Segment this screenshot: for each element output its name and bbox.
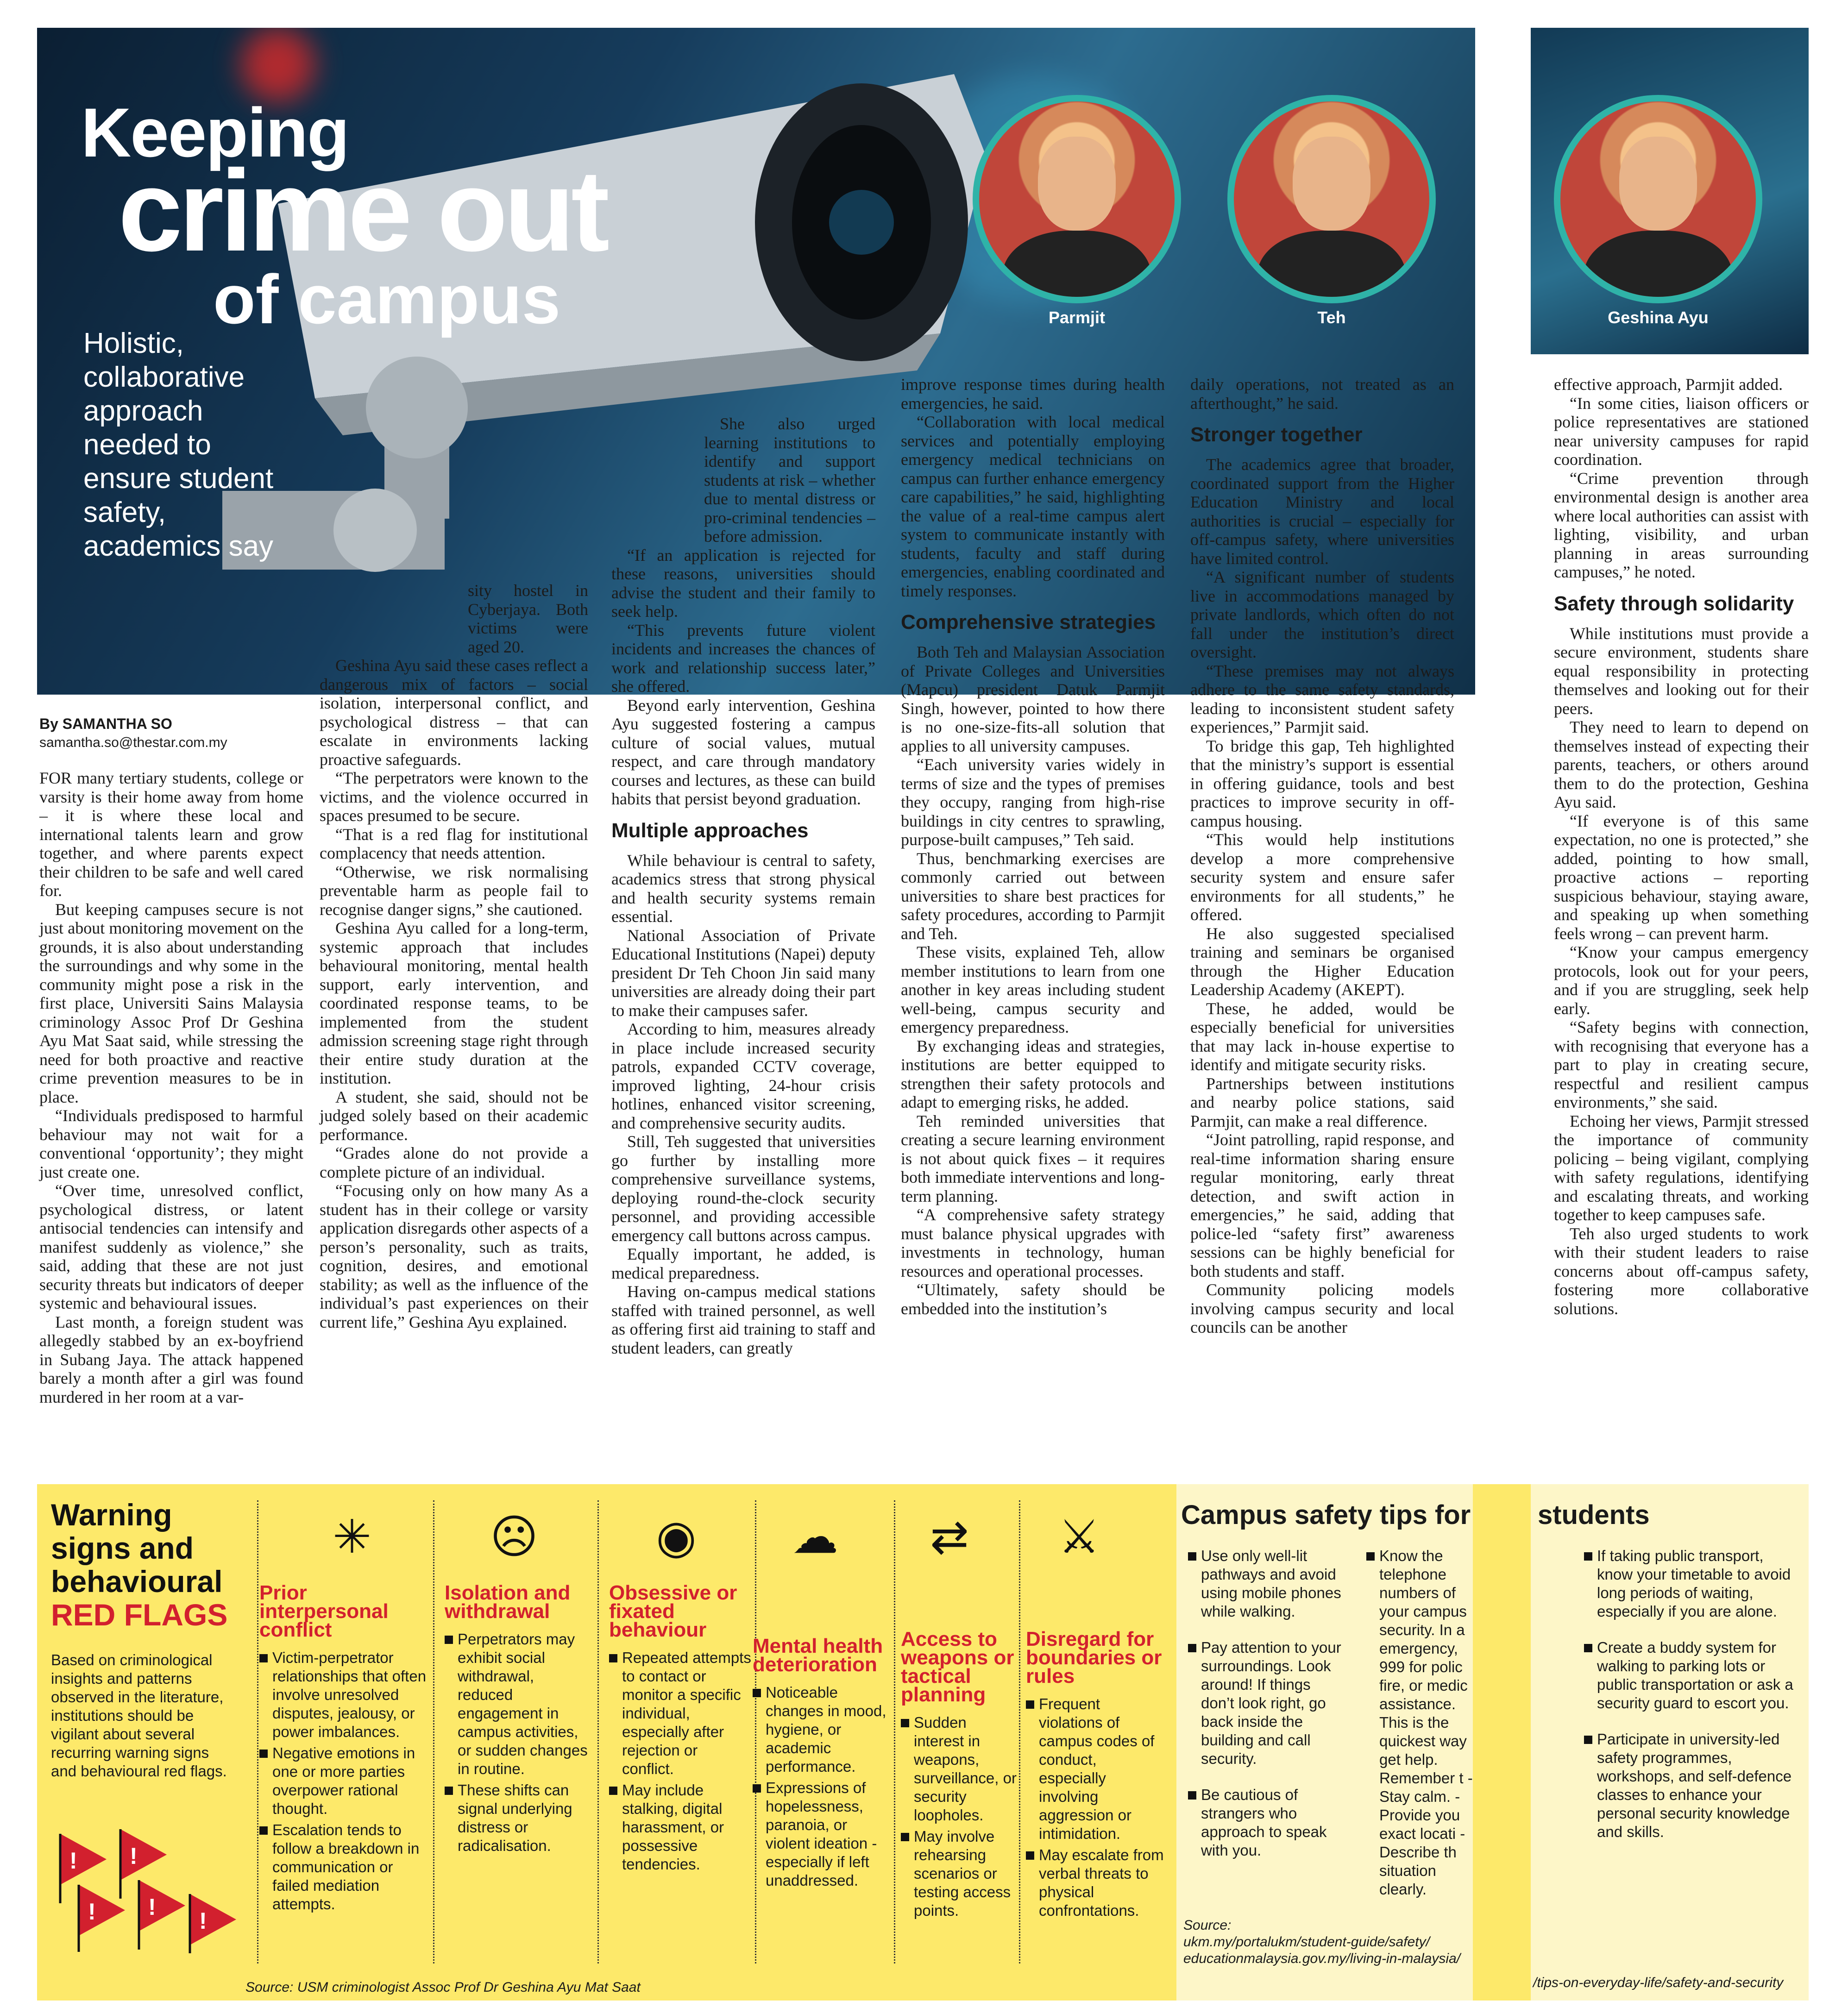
paragraph: Beyond early intervention, Geshina Ayu suggested fostering a campus culture of social values, mutual respect, and care through mandatory courses and lectures, as these can build habits that persist beyond graduation. [611, 696, 875, 808]
paragraph: “This would help institutions develop a more comprehensive security system and ensure safer environments for all students,” he offered. [1190, 830, 1454, 924]
isolated-person-icon: ☹ [490, 1510, 539, 1564]
paragraph: While behaviour is central to safety, academics stress that strong physical and health security systems remain essential. [611, 851, 875, 926]
paragraph: A student, she said, should not be judged solely based on their academic performance. [320, 1087, 588, 1144]
divider [257, 1500, 258, 1963]
paragraph: sity hostel in Cyberjaya. Both victims were aged 20. [468, 581, 588, 656]
byline-author: By SAMANTHA SO [39, 715, 172, 732]
section-heading-stronger-together: Stronger together [1190, 423, 1363, 446]
portrait-name-parmjit: Parmjit [1048, 308, 1106, 327]
bullet: May involve rehearsing scenarios or testing access points. [901, 1827, 1017, 1920]
paragraph: But keeping campuses secure is not just about monitoring movement on the grounds, it is also about understanding the surroundings and why some in the community might pose a risk in the first place, Universiti Sains Malaysia criminology Assoc Prof Dr Geshina Ayu Mat Saat said, while stressing the need for both proactive and reactive crime prevention measures to be in place. [39, 900, 303, 1106]
tips-source-url-3: /tips-on-everyday-life/safety-and-security [1533, 1975, 1784, 1990]
paragraph: He also suggested specialised training and seminars be organised through the Higher Education Leadership Academy (AKEPT). [1190, 924, 1454, 999]
paragraph: “Each university varies widely in terms of size and the types of premises they occupy, ranging from high-rise buildings in city centres to sprawling, purpose-built campuses,” Teh said. [901, 755, 1165, 849]
svg-text:!: ! [199, 1908, 207, 1934]
paragraph: They need to learn to depend on themselves instead of expecting their parents, teachers, or others around them to do the protection, Geshina Ayu said. [1554, 718, 1809, 811]
tips-source-url-1: ukm.my/portalukm/student-guide/safety/ [1183, 1934, 1430, 1950]
svg-text:!: ! [88, 1899, 96, 1925]
red-flags-title-line3: behavioural [51, 1564, 223, 1599]
paragraph: Geshina Ayu said these cases reflect a dangerous mix of factors – social isolation, interpersonal conflict, and psychological distress – that can escalate in environments lacking proactive safeguards. [320, 656, 588, 769]
paragraph: daily operations, not treated as an afterthought,” he said. [1190, 375, 1454, 413]
bullet: Victim-perpetrator relationships that often involve unresolved disputes, jealousy, or power imbalances. [259, 1649, 431, 1741]
portrait-parmjit [973, 95, 1181, 303]
tips-source-url-2: educationmalaysia.gov.my/living-in-malaysia/ [1183, 1951, 1461, 1966]
paragraph: “In some cities, liaison officers or police representatives are stationed near university campuses for rapid coordination. [1554, 394, 1809, 469]
paragraph: Having on-campus medical stations staffed with trained personnel, as well as offering first aid training to staff and student leaders, can greatly [611, 1282, 875, 1357]
tactical-plan-icon: ⇄ [930, 1510, 969, 1564]
red-flags-source: Source: USM criminologist Assoc Prof Dr Geshina Ayu Mat Saat [245, 1980, 641, 1995]
paragraph: Thus, benchmarking exercises are commonly carried out between universities to share best practices for safety procedures, according to Parmjit and Teh. [901, 849, 1165, 943]
paragraph: While institutions must provide a secure environment, students share equal responsibility in protecting themselves and looking out for their peers. [1554, 624, 1809, 718]
paragraph: “The perpetrators were known to the victims, and the violence occurred in spaces presumed to be secure. [320, 769, 588, 825]
section-heading-safety-through-solidarity: Safety through solidarity [1554, 592, 1794, 615]
paragraph: Last month, a foreign student was allegedly stabbed by an ex-boyfriend in Subang Jaya. The attack happened barely a month after a girl was found murdered in her room at a var- [39, 1312, 303, 1406]
bullet: Perpetrators may exhibit social withdrawal, reduced engagement in campus activities, or sudden changes in routine. [445, 1630, 593, 1778]
paragraph: “Individuals predisposed to harmful behaviour may not wait for a conventional ‘opportunity’; they might just create one. [39, 1106, 303, 1181]
bullet: These shifts can signal underlying distress or radicalisation. [445, 1781, 593, 1855]
article-column-4 [901, 375, 1165, 1318]
paragraph: “Grades alone do not provide a complete picture of an individual. [320, 1144, 588, 1181]
paragraph: Community policing models involving campus security and local councils can be another [1190, 1280, 1454, 1336]
bullet: Repeated attempts to contact or monitor a specific individual, especially after rejection or conflict. [609, 1649, 753, 1778]
tip-item: Participate in university-led safety programmes, workshops, and self-defence classes to enhance your personal security knowledge and skills. [1584, 1730, 1802, 1841]
article-column-3 [611, 414, 875, 1357]
red-flags-title-line1: Warning [51, 1498, 172, 1532]
paragraph: “Crime prevention through environmental design is another area where local authorities can assist with lighting, visibility, and urban planning in areas surrounding campuses,” he noted. [1554, 469, 1809, 581]
red-flag-title: Prior interpersonal conflict [259, 1581, 389, 1641]
article-column-1 [39, 769, 303, 1406]
paragraph: “If everyone is of this same expectation, no one is protected,” she added, pointing to how small, proactive actions – reporting suspicious behaviour, staying aware, and speaking up when something feels wrong – can prevent harm. [1554, 811, 1809, 943]
red-flag-prior-interpersonal-conflict [259, 1581, 431, 1916]
section-heading-comprehensive-strategies: Comprehensive strategies [901, 611, 1156, 633]
paragraph: These visits, explained Teh, allow member institutions to learn from one another in key areas including student well-being, campus security and emergency preparedness. [901, 943, 1165, 1036]
paragraph: “Joint patrolling, rapid response, and real-time information sharing ensure regular monitoring, early threat detection, and swift action in emergencies,” he said, adding that police-led “safety first” awareness sessions can be highly beneficial for both students and staff. [1190, 1130, 1454, 1280]
red-flag-isolation-and-withdrawal [445, 1581, 593, 1858]
tip-item: Pay attention to your surroundings. Look around! If things don’t look right, go back inside the building and call security. [1188, 1638, 1345, 1768]
red-flags-title-line2: signs and [51, 1531, 194, 1565]
paragraph: “That is a red flag for institutional complacency that needs attention. [320, 825, 588, 862]
paragraph: “These premises may not always adhere to the same safety standards, leading to inconsistent student safety experiences,” Parmjit said. [1190, 661, 1454, 736]
article-column-5 [1190, 375, 1454, 1337]
article-column-6 [1554, 375, 1809, 1318]
headline-line3: of campus [213, 260, 561, 338]
paragraph: Still, Teh suggested that universities go further by installing more comprehensive surveillance systems, deploying round-the-clock security personnel, and providing accessible emergency call buttons across campus. [611, 1132, 875, 1245]
tip-item: Create a buddy system for walking to parking lots or public transportation or ask a security guard to escort you. [1584, 1638, 1802, 1712]
paragraph: These, he added, would be especially beneficial for universities that may lack in-house expertise to identify and mitigate security risks. [1190, 999, 1454, 1074]
paragraph: According to him, measures already in place include increased security patrols, expanded CCTV coverage, improved lighting, 24-hour crisis hotlines, enhanced visitor screening, and comprehensive security audits. [611, 1020, 875, 1132]
tips-title: Campus safety tips for [1181, 1500, 1471, 1530]
paragraph: Teh also urged students to work with their student leaders to raise concerns about off-campus safety, fostering more collaborative solutions. [1554, 1224, 1809, 1318]
byline-email: samantha.so@thestar.com.my [39, 735, 227, 750]
paragraph: Both Teh and Malaysian Association of Private Colleges and Universities (Mapcu) president Datuk Parmjit Singh, however, pointed to how there is no one-size-fits-all solution that applies to all university campuses. [901, 643, 1165, 755]
person-alert-icon: ✳ [333, 1510, 371, 1564]
bullet: May escalate from verbal threats to physical confrontations. [1026, 1846, 1165, 1920]
paragraph: “Collaboration with local medical services and potentially employing emergency medical technicians on campus can further enhance emergency care capabilities,” he said, highlighting the value of a real-time campus alert system to communicate instantly with students, faculty and staff during emergencies, enabling coordinated and timely responses. [901, 413, 1165, 600]
bullet: May include stalking, digital harassment, or possessive tendencies. [609, 1781, 753, 1874]
bullet: Sudden interest in weapons, surveillance, or security loopholes. [901, 1713, 1017, 1825]
paragraph: “Ultimately, safety should be embedded into the institution’s [901, 1280, 1165, 1318]
svg-text:!: ! [130, 1843, 138, 1869]
red-flag-title: Isolation and withdrawal [445, 1581, 571, 1623]
eye-icon: ◉ [656, 1510, 697, 1564]
tips-source-label: Source: [1183, 1918, 1232, 1933]
paragraph: “If an application is rejected for these reasons, universities should advise the student and their family to seek help. [611, 546, 875, 621]
svg-text:!: ! [69, 1848, 77, 1874]
article-column-2 [320, 581, 588, 1331]
tip-item: Know the telephone numbers of your campus security. In a emergency, 999 for polic fire, or medic assistance. This is the quickest way get help. Remember t - Stay calm. - Provide you exact locati - Describe th situation clearly. [1366, 1547, 1473, 1899]
paragraph: She also urged learning institutions to identify and support students at risk – whether due to mental distress or pro-criminal tendencies – before admission. [704, 414, 875, 546]
section-heading-multiple-approaches: Multiple approaches [611, 819, 809, 842]
paragraph: “Focusing only on how many As a student has in their college or varsity application disregards other aspects of a person’s personality, such as traits, cognition, desires, and emotional stability; as well as the influence of the individual’s past experiences on their current life,” Geshina Ayu explained. [320, 1181, 588, 1331]
paragraph: “This prevents future violent incidents and increases the chances of work and relationship success later,” she offered. [611, 621, 875, 696]
portrait-geshina-ayu [1554, 95, 1762, 303]
paragraph: By exchanging ideas and strategies, institutions are better equipped to strengthen their safety protocols and adapt to emerging risks, he added. [901, 1036, 1165, 1111]
tip-item: Be cautious of strangers who approach to speak with you. [1188, 1786, 1345, 1860]
headline-line2: crime out [118, 146, 606, 275]
headline-line1: Keeping [81, 94, 349, 171]
bullet: Escalation tends to follow a breakdown in communication or failed mediation attempts. [259, 1821, 431, 1913]
paragraph: “A significant number of students live in accommodations managed by private landlords, which often do not fall under the institution’s direct oversight. [1190, 568, 1454, 661]
bullet: Frequent violations of campus codes of conduct, especially involving aggression or intimidation. [1026, 1695, 1165, 1843]
bullet: Noticeable changes in mood, hygiene, or academic performance. [753, 1683, 892, 1776]
tips-title-right: students [1538, 1500, 1650, 1530]
tip-item: If taking public transport, know your timetable to avoid long periods of waiting, especially if you are alone. [1584, 1547, 1802, 1621]
paragraph: “A comprehensive safety strategy must balance physical upgrades with investments in technology, human resources and operational processes. [901, 1205, 1165, 1280]
paragraph: “Otherwise, we risk normalising preventable harm as people fail to recognise danger signs,” she cautioned. [320, 862, 588, 919]
paragraph: effective approach, Parmjit added. [1554, 375, 1783, 394]
divider [597, 1500, 599, 1963]
red-flag-title: Access to weapons or tactical planning [901, 1628, 1014, 1706]
red-flag-title: Obsessive or fixated behaviour [609, 1581, 737, 1641]
paragraph: “Safety begins with connection, with recognising that everyone has a part to play in creating secure, respectful and resilient campus environments,” she said. [1554, 1018, 1809, 1111]
portrait-teh [1227, 95, 1436, 303]
two-people-conflict-icon: ⚔ [1058, 1510, 1100, 1564]
red-flag-mental-health-deterioration [753, 1637, 892, 1893]
tips-source [1183, 1917, 1460, 1967]
paragraph: improve response times during health emergencies, he said. [901, 375, 1165, 413]
page-top-strip [0, 0, 1848, 25]
paragraph: Equally important, he added, is medical preparedness. [611, 1245, 875, 1282]
tips-column-c [1584, 1547, 1802, 1859]
paragraph: Geshina Ayu called for a long-term, systemic approach that includes behavioural monitoring, mental health support, early intervention, and coordinated response teams, to be implemented from the student admission screening stage right through their entire study duration at the institution. [320, 919, 588, 1087]
bullet: Expressions of hopelessness, paranoia, or violent ideation - especially if left unaddressed. [753, 1779, 892, 1890]
red-flags-title-line4: RED FLAGS [51, 1598, 228, 1632]
paragraph: “Know your campus emergency protocols, look out for your peers, and if you are struggling, seek help early. [1554, 943, 1809, 1018]
red-flag-title: Disregard for boundaries or rules [1026, 1628, 1162, 1687]
red-flag-obsessive-or-fixated-behaviour [609, 1581, 753, 1876]
tips-column-a [1188, 1547, 1345, 1877]
paragraph: “Over time, unresolved conflict, psychological distress, or latent antisocial tendencies can intensify and manifest suddenly as violence,” she said, adding that these are not just security threats but indicators of deeper systemic and behavioural issues. [39, 1181, 303, 1312]
paragraph: Echoing her views, Parmjit stressed the importance of community policing – being vigilant, complying with safety regulations, identifying and escalating threats, and working together to keep campuses safe. [1554, 1111, 1809, 1224]
red-flags-title [51, 1498, 227, 1631]
bullet: Negative emotions in one or more parties overpower rational thought. [259, 1744, 431, 1818]
portrait-name-geshina-ayu: Geshina Ayu [1608, 308, 1709, 327]
portrait-name-teh: Teh [1317, 308, 1346, 327]
tip-item: Use only well-lit pathways and avoid using mobile phones while walking. [1188, 1547, 1345, 1621]
paragraph: To bridge this gap, Teh highlighted that the ministry’s support is essential in offering guidance, tools and best practices to improve security in off-campus housing. [1190, 736, 1454, 830]
paragraph: FOR many tertiary students, college or varsity is their home away from home – it is where these local and international talents learn and grow together, and where parents expect their children to be safe and well cared for. [39, 769, 303, 900]
paragraph: Partnerships between institutions and nearby police stations, said Parmjit, can make a real difference. [1190, 1074, 1454, 1130]
divider [1019, 1500, 1020, 1963]
paragraph: The academics agree that broader, coordinated support from the Higher Education Ministry and local authorities is crucial – especially for off-campus safety, where universities have limited control. [1190, 455, 1454, 568]
red-flag-disregard-for-boundaries [1026, 1630, 1165, 1923]
divider [894, 1500, 895, 1963]
paragraph: National Association of Private Educational Institutions (Napei) deputy president Dr Teh Choon Jin said many universities are already doing their part to make their campuses safer. [611, 926, 875, 1020]
red-flag-access-to-weapons [901, 1630, 1017, 1923]
brain-head-icon: ☁ [792, 1510, 838, 1564]
red-flag-title: Mental health deterioration [753, 1635, 883, 1676]
tips-column-b [1366, 1547, 1473, 1916]
svg-text:!: ! [148, 1894, 156, 1920]
red-flags-icon [51, 1825, 245, 1954]
subtitle: Holistic, collaborative approach needed to ensure student safety, academics say [83, 327, 274, 562]
red-flags-intro: Based on criminological insights and patterns observed in the literature, institutions should be vigilant about several recurring warning signs and behavioural red flags. [51, 1651, 227, 1780]
divider [433, 1500, 434, 1963]
paragraph: Teh reminded universities that creating a secure learning environment is not about quick fixes – it requires both immediate interventions and long-term planning. [901, 1111, 1165, 1205]
